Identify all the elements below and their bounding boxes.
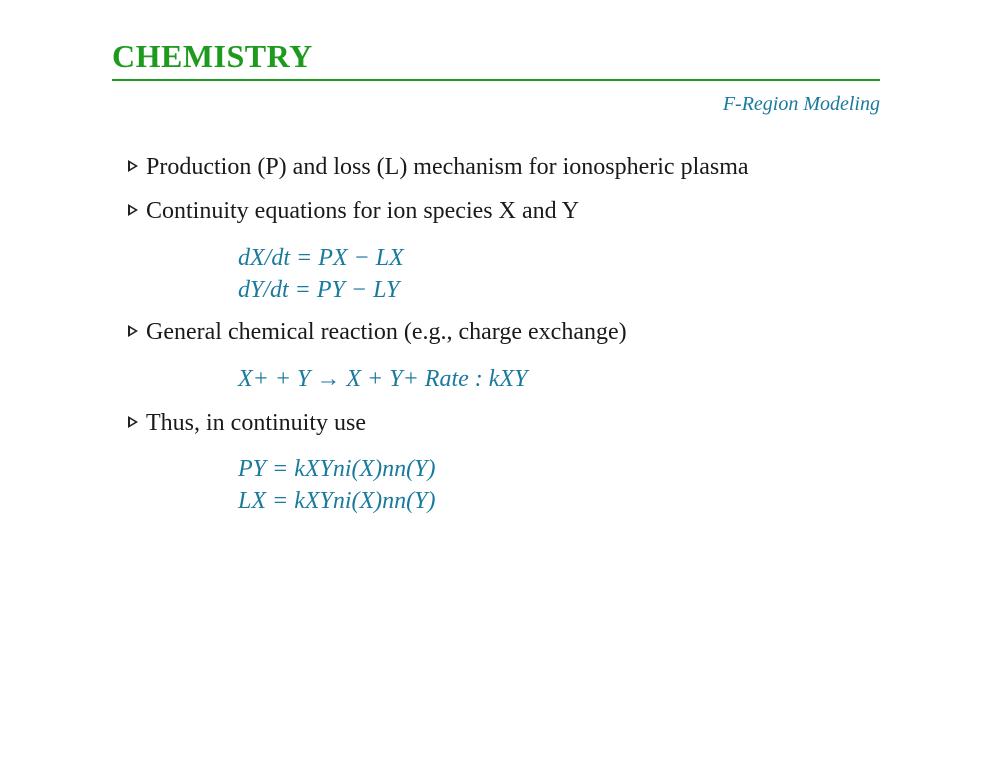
triangle-bullet-icon [128,160,138,172]
bullet-text: Thus, in continuity use [146,410,366,436]
bullet-thus [128,410,366,437]
bullet-reaction [128,319,627,346]
bullet-text: Continuity equations for ion species X and Y [146,198,580,224]
triangle-bullet-icon [128,416,138,428]
bullet-text: General chemical reaction (e.g., charge exchange) [146,319,627,345]
equation-continuity-y: dY/dt = PY − LY [238,277,400,303]
bullet-text: Production (P) and loss (L) mechanism for ionospheric plasma [146,154,749,180]
page-subtitle: F-Region Modeling [722,93,880,115]
page-title: CHEMISTRY [112,38,313,74]
triangle-bullet-icon [128,325,138,337]
triangle-bullet-icon [128,204,138,216]
bullet-continuity [128,198,579,225]
equation-reaction: X+ + Y → X + Y+ Rate : kXY [238,366,528,392]
title-divider [112,79,880,81]
equation-production-y: PY = kXYni(X)nn(Y) [238,456,436,482]
equation-continuity-x: dX/dt = PX − LX [238,245,404,271]
bullet-production-loss [128,154,749,181]
equation-loss-x: LX = kXYni(X)nn(Y) [238,488,436,514]
